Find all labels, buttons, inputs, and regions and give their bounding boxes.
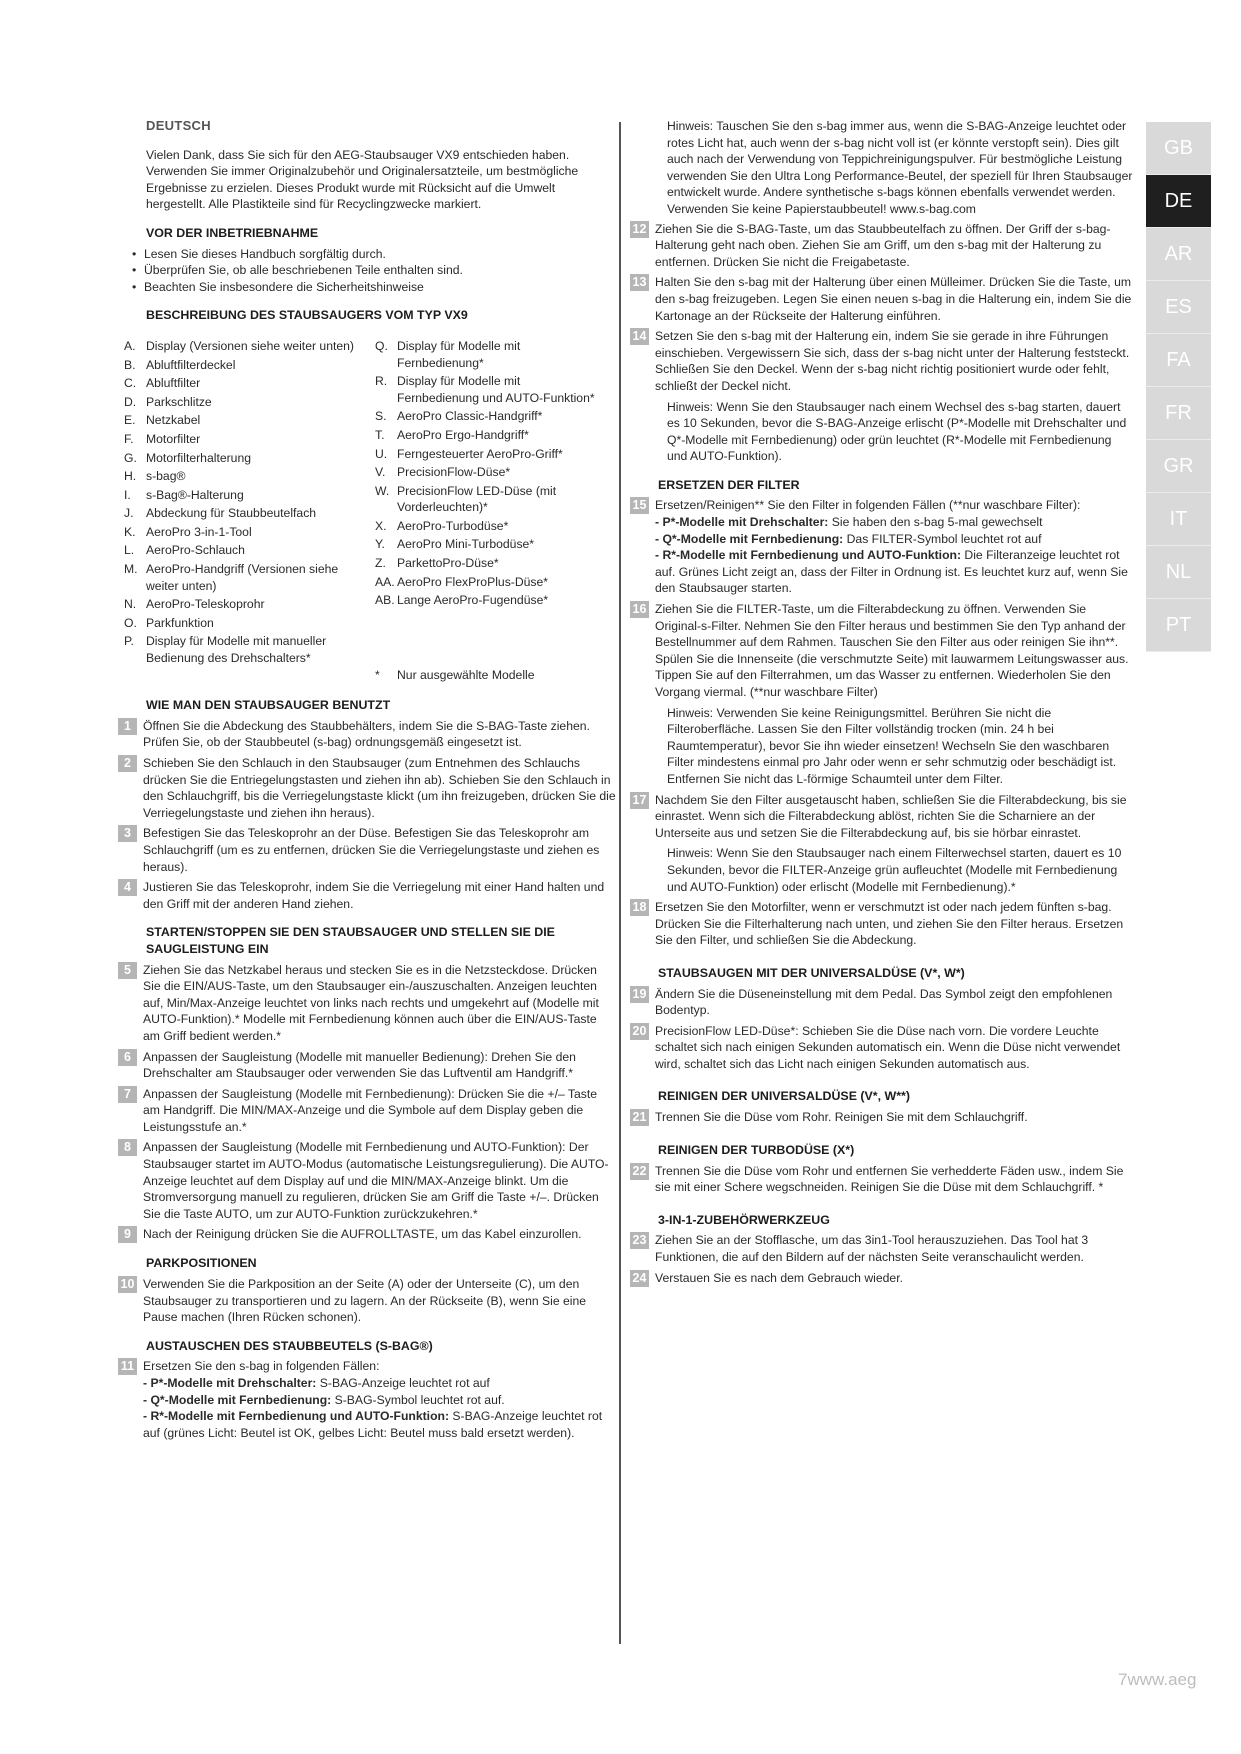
footer-text: 7www.aeg (1118, 1670, 1197, 1689)
clean-turbo-heading: REINIGEN DER TURBODÜSE (X*) (658, 1143, 855, 1158)
intro-paragraph: Vielen Dank, dass Sie sich für den AEG-Staubsauger VX9 entschieden haben. Verwenden Sie immer Originalzubehör und Originalersatzteile, um bestmögliche Ergebnisse zu erzielen. Dieses Produkt wurde mit Rücksicht auf die Umwelt hergestellt. Alle Plastikteile sind für Recyclingzwecke markiert. (146, 147, 579, 212)
part-item (375, 518, 605, 535)
part-label: AeroPro-Teleskoprohr (146, 597, 265, 612)
bag-steps (630, 221, 1135, 395)
part-item (375, 611, 605, 628)
part-letter: A. (124, 338, 136, 353)
part-item (375, 483, 605, 516)
part-label: AeroPro FlexProPlus-Düse* (397, 574, 549, 589)
part-letter: * (375, 667, 380, 682)
part-item (124, 596, 369, 613)
parts-column-2 (375, 338, 611, 685)
part-letter: AB. (375, 593, 395, 608)
part-letter: U. (375, 446, 388, 461)
part-label: Nur ausgewählte Modelle (397, 667, 535, 682)
step-item (630, 1023, 1135, 1073)
bag-note-2: Hinweis: Wenn Sie den Staubsauger nach einem Wechsel des s-bag starten, dauert es 10 Sekunden, bevor die S-BAG-Anzeige erlischt (P*-Modelle mit Drehschalter und Q*-Modelle mit Fernbedienung) oder grün leuchtet (R*-Modelle mit Fernbedienung und AUTO-Funktion). (667, 399, 1127, 464)
part-letter: H. (124, 469, 137, 484)
parts-column-1 (124, 338, 375, 685)
step-text: Anpassen der Saugleistung (Modelle mit Fernbedienung und AUTO-Funktion): Der Staubsauger startet im AUTO-Modus (automatische Leistungsregulierung). Die AUTO-Anzeige leuchtet auf dem Display auf und die MIN/MAX-Anzeige blinkt. Um die Stromversorgung manuell zu regulieren, drücken Sie am Griff die Taste +/–. Drücken Sie die Taste AUTO, um zur AUTO-Funktion zurückzukehren.* (143, 1140, 609, 1221)
part-item (375, 574, 605, 591)
step-item (630, 1232, 1135, 1265)
tab-gr[interactable]: GR (1146, 440, 1211, 493)
step-number: 1 (118, 718, 137, 735)
part-label: Motorfilterhalterung (146, 450, 251, 465)
step-number: 17 (630, 792, 649, 809)
step-text (143, 1358, 616, 1441)
part-item (375, 536, 605, 553)
clean-universal-steps (630, 1109, 1135, 1126)
step-item (118, 1358, 616, 1441)
condition-line: - R*-Modelle mit Fernbedienung und AUTO-Funktion: S-BAG-Anzeige leuchtet rot auf (grünes Licht: Beutel ist OK, gelbes Licht: Beutel muss bald ersetzt werden). (143, 1409, 603, 1440)
part-item (124, 633, 369, 666)
part-letter: E. (124, 413, 136, 428)
step-item (630, 274, 1135, 324)
description-heading: BESCHREIBUNG DES STAUBSAUGERS VOM TYP VX9 (146, 308, 468, 323)
clean-turbo-steps (630, 1163, 1135, 1196)
step-number: 23 (630, 1232, 649, 1249)
part-label: Abluftfilterdeckel (146, 357, 236, 372)
step-number: 9 (118, 1226, 137, 1243)
part-letter: M. (124, 562, 138, 577)
part-letter: K. (124, 524, 136, 539)
step-text: Justieren Sie das Teleskoprohr, indem Sie die Verriegelung mit einer Hand halten und den Griff mit der anderen Hand ziehen. (143, 880, 605, 911)
part-letter: X. (375, 518, 387, 533)
part-label: Display (Versionen siehe weiter unten) (146, 338, 354, 353)
part-item (124, 394, 369, 411)
part-letter: P. (124, 634, 134, 649)
tab-pt[interactable]: PT (1146, 599, 1211, 652)
step-text: Setzen Sie den s-bag mit der Halterung ein, indem Sie sie gerade in ihre Führungen einschieben. Vergewissern Sie sich, dass der s-bag nicht unter der Halterung feststeckt. Schließen Sie den Deckel. Wenn der s-bag nicht richtig positioniert wurde oder fehlt, schließt der Deckel nicht. (655, 329, 1130, 393)
part-item (375, 373, 605, 406)
part-letter: L. (124, 543, 135, 558)
part-item (124, 615, 369, 632)
step-number: 7 (118, 1086, 137, 1103)
part-letter (375, 629, 397, 646)
step-item (118, 1139, 616, 1222)
part-letter: B. (124, 357, 136, 372)
clean-universal-heading: REINIGEN DER UNIVERSALDÜSE (V*, W**) (658, 1089, 910, 1104)
step-text: Anpassen der Saugleistung (Modelle mit manueller Bedienung): Drehen Sie den Drehschalter am Staubsauger oder verwenden Sie das Luftventil am Handgriff.* (143, 1049, 576, 1081)
step-item (630, 899, 1135, 949)
step-item (630, 792, 1135, 842)
part-item (124, 561, 369, 594)
language-tabs (1146, 122, 1211, 652)
step-text: PrecisionFlow LED-Düse*: Schieben Sie die Düse nach vorn. Die vordere Leuchte schaltet sich nach einigen Sekunden automatisch ein. Wenn die Düse nicht verwendet wird, schaltet sich das Licht nach einigen Sekunden automatisch aus. (655, 1023, 1121, 1071)
column-divider (619, 122, 621, 1644)
part-label: ParkettoPro-Düse* (397, 556, 499, 571)
part-label: AeroPro Mini-Turbodüse* (397, 537, 535, 552)
condition-line: - Q*-Modelle mit Fernbedienung: S-BAG-Symbol leuchtet rot auf. (143, 1392, 505, 1407)
before-use-heading: VOR DER INBETRIEBNAHME (146, 225, 319, 240)
step-number: 22 (630, 1163, 649, 1180)
part-item (124, 468, 369, 485)
part-label: Motorfilter (146, 431, 201, 446)
part-letter (375, 648, 397, 665)
right-column (630, 118, 1135, 1291)
step-item (118, 718, 616, 751)
part-label: Abluftfilter (146, 376, 201, 391)
left-column (118, 118, 616, 1445)
park-heading: PARKPOSITIONEN (146, 1256, 257, 1271)
part-letter (375, 611, 397, 628)
step-item (118, 1049, 616, 1082)
part-label: AeroPro-Schlauch (146, 543, 245, 558)
step-text: Ziehen Sie die FILTER-Taste, um die Filterabdeckung zu öffnen. Verwenden Sie Original-s-Filter. Nehmen Sie den Filter heraus und bestimmen Sie den Typ anhand der Bestellnummer auf dem Rahmen. Tauschen Sie den Filter aus oder reinigen Sie ihn**. Spülen Sie die Innenseite (die verschmutzte Seite) mit lauwarmem Leitungswasser aus. Tippen Sie auf den Filterrahmen, um das Wasser zu entfernen. Wiederholen Sie den Vorgang viermal. (**nur waschbare Filter) (655, 602, 1129, 699)
part-item (375, 648, 605, 665)
part-letter: G. (124, 450, 137, 465)
part-label: Parkschlitze (146, 394, 212, 409)
part-item (124, 542, 369, 559)
step-number: 13 (630, 274, 649, 291)
part-item (124, 431, 369, 448)
part-label: AeroPro-Handgriff (Versionen siehe weiter unten) (146, 562, 339, 593)
part-label: Ferngesteuerter AeroPro-Griff* (397, 446, 563, 461)
step-text: Ändern Sie die Düseneinstellung mit dem Pedal. Das Symbol zeigt den empfohlenen Bodentyp. (655, 986, 1113, 1018)
step-number: 24 (630, 1270, 649, 1287)
step-text: Ziehen Sie das Netzkabel heraus und stecken Sie es in die Netzsteckdose. Drücken Sie die EIN/AUS-Taste, um den Staubsauger ein-/auszuschalten. Anzeigen leuchten auf, Min/Max-Anzeige leuchtet von links nach rechts und umgekehrt auf (Modelle mit AUTO-Funktion).* Modelle mit Fernbedienung können auch über die EIN/AUS-Taste am Griff bedient werden.* (143, 962, 599, 1043)
step-item (118, 962, 616, 1045)
step-number: 12 (630, 221, 649, 238)
step-item (630, 1163, 1135, 1196)
step-number: 14 (630, 328, 649, 345)
step-number: 15 (630, 497, 649, 514)
part-item (124, 487, 369, 504)
tab-ar[interactable]: AR (1146, 228, 1211, 281)
step-text: Ersetzen Sie den Motorfilter, wenn er verschmutzt ist oder nach jedem fünften s-bag. Drücken Sie die Filterhalterung nach unten, und ziehen Sie den Filter heraus. Ersetzen Sie den Filter, und schließen Sie die Abdeckung. (655, 900, 1124, 948)
start-stop-steps (118, 962, 616, 1244)
part-letter: Z. (375, 556, 386, 571)
part-letter: AA. (375, 574, 395, 589)
part-letter: C. (124, 376, 137, 391)
step-number: 10 (118, 1276, 137, 1293)
step-text: Trennen Sie die Düse vom Rohr und entfernen Sie verhedderte Fäden usw., indem Sie sie mit einer Schere wegschneiden. Reinigen Sie die Düse mit dem Schlauchgriff. * (655, 1163, 1124, 1195)
step-item (118, 1226, 616, 1243)
part-item (124, 375, 369, 392)
part-letter: S. (375, 409, 387, 424)
step-text: Ziehen Sie an der Stofflasche, um das 3in1-Tool herauszuziehen. Das Tool hat 3 Funktionen, die auf den Bildern auf der nächsten Seite veranschaulicht werden. (655, 1233, 1089, 1265)
part-letter: R. (375, 374, 388, 389)
bullet-item: • Beachten Sie insbesondere die Sicherheitshinweise (132, 279, 616, 296)
how-to-steps (118, 718, 616, 913)
bag-note: Hinweis: Tauschen Sie den s-bag immer aus, wenn die S-BAG-Anzeige leuchtet oder rotes Licht hat, auch wenn der s-bag nicht voll ist (er könnte verstopft sein). Dies gilt auch nach der Verwendung von Teppichreinigungspulver. Für bestmögliche Leistung verwenden Sie den Ultra Long Performance-Beutel, der speziell für Ihren Staubsauger entwickelt wurde. Andere synthetische s-bags können ebenfalls verwendet werden. Verwenden Sie keine Papierstaubbeutel! www.s-bag.com (667, 119, 1133, 216)
part-label: PrecisionFlow LED-Düse (mit Vorderleuchten)* (397, 483, 557, 515)
part-label: Abdeckung für Staubbeutelfach (146, 506, 317, 521)
step-number: 18 (630, 899, 649, 916)
part-label: AeroPro Classic-Handgriff* (397, 409, 543, 424)
step-intro: Ersetzen Sie den s-bag in folgenden Fällen: (143, 1359, 380, 1374)
step-text: Nach der Reinigung drücken Sie die AUFROLLTASTE, um das Kabel einzurollen. (143, 1227, 582, 1242)
step-text: Verstauen Sie es nach dem Gebrauch wieder. (655, 1270, 903, 1285)
step-number: 20 (630, 1023, 649, 1040)
part-item (124, 338, 369, 355)
part-label: s-Bag®-Halterung (146, 487, 244, 502)
step-number: 5 (118, 962, 137, 979)
bag-heading: AUSTAUSCHEN DES STAUBBEUTELS (S-BAG®) (146, 1338, 433, 1353)
part-item (375, 427, 605, 444)
part-item (375, 555, 605, 572)
tab-es[interactable]: ES (1146, 281, 1211, 334)
part-label: Display für Modelle mit Fernbedienung* (397, 338, 521, 370)
filter-note: Hinweis: Verwenden Sie keine Reinigungsmittel. Berühren Sie nicht die Filteroberfläche. Lassen Sie den Filter vollständig trocken (min. 24 h bei Raumtemperatur), bevor Sie ihn wieder einsetzen! Wechseln Sie den waschbaren Filter mindestens einmal pro Jahr oder wenn er sehr schmutzig oder beschädigt ist. Entfernen Sie nicht das L-förmige Schaumteil unter dem Filter. (667, 705, 1117, 786)
part-item (375, 446, 605, 463)
step-text: Öffnen Sie die Abdeckung des Staubbehälters, indem Sie die S-BAG-Taste ziehen. Prüfen Sie, ob der Staubbeutel (s-bag) ordnungsgemäß eingesetzt ist. (143, 718, 590, 750)
step-text: Befestigen Sie das Teleskoprohr an der Düse. Befestigen Sie das Teleskoprohr am Schlauchgriff (um es zu entfernen, drücken Sie die Verriegelungstaste und ziehen es heraus). (143, 826, 600, 874)
part-label: Display für Modelle mit manueller Bedienung des Drehschalters* (146, 634, 327, 666)
step-item (630, 221, 1135, 271)
step-intro: Ersetzen/Reinigen** Sie den Filter in folgenden Fällen (**nur waschbare Filter): (655, 498, 1081, 513)
part-item (375, 408, 605, 425)
tool-heading: 3-IN-1-ZUBEHÖRWERKZEUG (658, 1212, 830, 1227)
step-item (630, 1270, 1135, 1287)
universal-heading: STAUBSAUGEN MIT DER UNIVERSALDÜSE (V*, W*) (658, 965, 965, 980)
step-number: 6 (118, 1049, 137, 1066)
part-label: Lange AeroPro-Fugendüse* (397, 593, 549, 608)
part-label: Display für Modelle mit Fernbedienung und AUTO-Funktion* (397, 374, 595, 405)
start-stop-heading: STARTEN/STOPPEN SIE DEN STAUBSAUGER UND STELLEN SIE DIE SAUGLEISTUNG EIN (146, 925, 555, 956)
part-item (375, 667, 605, 684)
step-item (630, 1109, 1135, 1126)
part-letter: W. (375, 483, 390, 498)
part-label: AeroPro Ergo-Handgriff* (397, 427, 529, 442)
part-item (375, 464, 605, 481)
step-number: 2 (118, 755, 137, 772)
part-letter: Q. (375, 338, 388, 353)
universal-steps (630, 986, 1135, 1073)
step-number: 21 (630, 1109, 649, 1126)
step-item (630, 328, 1135, 394)
tab-it[interactable]: IT (1146, 493, 1211, 546)
part-label: s-bag® (146, 469, 186, 484)
part-label: Netzkabel (146, 413, 201, 428)
part-letter: Y. (375, 537, 385, 552)
tab-fa[interactable]: FA (1146, 334, 1211, 387)
step-text: Trennen Sie die Düse vom Rohr. Reinigen Sie mit dem Schlauchgriff. (655, 1110, 1028, 1125)
part-label: Parkfunktion (146, 615, 214, 630)
bullet-item: • Lesen Sie dieses Handbuch sorgfältig durch. (132, 246, 616, 263)
step-item (118, 879, 616, 912)
step-number: 3 (118, 825, 137, 842)
step-number: 19 (630, 986, 649, 1003)
step-text: Verwenden Sie die Parkposition an der Seite (A) oder der Unterseite (C), um den Staubsauger zu transportieren und zu lagern. An der Rückseite (B), wenn Sie eine Pause machen (Ihren Rücken schonen). (143, 1277, 587, 1325)
part-item (375, 629, 605, 646)
tab-gb[interactable]: GB (1146, 122, 1211, 175)
part-item (124, 505, 369, 522)
step-text (655, 497, 1135, 597)
tab-fr[interactable]: FR (1146, 387, 1211, 440)
step-item (118, 755, 616, 821)
before-use-list (132, 246, 616, 296)
language-title: DEUTSCH (146, 118, 211, 133)
part-item (375, 592, 605, 609)
part-item (124, 357, 369, 374)
part-letter: O. (124, 615, 137, 630)
part-label: PrecisionFlow-Düse* (397, 465, 511, 480)
step-text: Ziehen Sie die S-BAG-Taste, um das Staubbeutelfach zu öffnen. Der Griff der s-bag-Halterung geht nach oben. Ziehen Sie am Griff, um den s-bag mit der Halterung zu entfernen. Drücken Sie nicht die Freigabetaste. (655, 221, 1111, 269)
part-item (124, 412, 369, 429)
park-steps (118, 1276, 616, 1326)
step-number: 11 (118, 1358, 137, 1375)
step-item (118, 1086, 616, 1136)
step-item (630, 601, 1135, 701)
part-item (375, 338, 605, 371)
tool-steps (630, 1232, 1135, 1286)
step-text: Halten Sie den s-bag mit der Halterung über einen Mülleimer. Drücken Sie die Taste, um den s-bag freizugeben. Legen Sie einen neuen s-bag in die Halterung ein, indem Sie die Kartonage an der Rückseite der Halterung einführen. (655, 275, 1132, 323)
how-to-heading: WIE MAN DEN STAUBSAUGER BENUTZT (146, 698, 391, 713)
part-letter: T. (375, 427, 385, 442)
filter-heading: ERSETZEN DER FILTER (658, 477, 800, 492)
step-number: 8 (118, 1139, 137, 1156)
condition-line: - Q*-Modelle mit Fernbedienung: Das FILTER-Symbol leuchtet rot auf (655, 531, 1042, 546)
tab-de[interactable]: DE (1146, 175, 1211, 228)
part-letter: N. (124, 597, 137, 612)
part-label: AeroPro-Turbodüse* (397, 518, 509, 533)
step-item (630, 986, 1135, 1019)
part-letter: D. (124, 394, 137, 409)
part-letter: J. (124, 506, 134, 521)
parts-list (124, 338, 616, 685)
step-text: Nachdem Sie den Filter ausgetauscht haben, schließen Sie die Filterabdeckung, bis sie einrastet. Wenn sich die Filterabdeckung ablöst, richten Sie die Scharniere an der Unterseite aus und setzen Sie die Filterabdeckung auf, bis sie hörbar einrastet. (655, 792, 1127, 840)
part-letter: F. (124, 431, 134, 446)
step-text: Schieben Sie den Schlauch in den Staubsauger (zum Entnehmen des Schlauchs drücken Sie die Entriegelungstasten und ziehen ihn ab). Schieben Sie den Schlauch in den Schlauchgriff, bis die Verriegelungstaste klickt (um ihn freizugeben, drücken Sie die Verriegelungstaste und ziehen ihn heraus). (143, 756, 616, 820)
bullet-item: • Überprüfen Sie, ob alle beschriebenen Teile enthalten sind. (132, 262, 616, 279)
step-item (118, 825, 616, 875)
step-number: 16 (630, 601, 649, 618)
part-item (124, 524, 369, 541)
step-item (118, 1276, 616, 1326)
tab-nl[interactable]: NL (1146, 546, 1211, 599)
part-label: AeroPro 3-in-1-Tool (146, 524, 252, 539)
filter-note-2: Hinweis: Wenn Sie den Staubsauger nach einem Filterwechsel starten, dauert es 10 Sekunden, bevor die FILTER-Anzeige grün aufleuchtet (Modelle mit Fernbedienung und AUTO-Funktion) oder erlischt (Modelle mit Fernbedienung).* (667, 846, 1122, 894)
step-number: 4 (118, 879, 137, 896)
condition-line: - P*-Modelle mit Drehschalter: S-BAG-Anzeige leuchtet rot auf (143, 1376, 490, 1390)
part-item (124, 450, 369, 467)
condition-line: - P*-Modelle mit Drehschalter: Sie haben den s-bag 5-mal gewechselt (655, 515, 1043, 530)
part-letter: I. (124, 487, 131, 502)
step-text: Anpassen der Saugleistung (Modelle mit Fernbedienung): Drücken Sie die +/– Taste am Handgriff. Die MIN/MAX-Anzeige und die Symbole auf dem Display geben die Leistungsstufe an.* (143, 1086, 598, 1134)
part-letter: V. (375, 465, 386, 480)
condition-line: - R*-Modelle mit Fernbedienung und AUTO-Funktion: Die Filteranzeige leuchtet rot auf. Grünes Licht zeigt an, dass der Filter in Ordnung ist. Es leuchtet kurz auf, wenn Sie den Staubsauger starten. (655, 548, 1128, 596)
step-item (630, 497, 1135, 597)
